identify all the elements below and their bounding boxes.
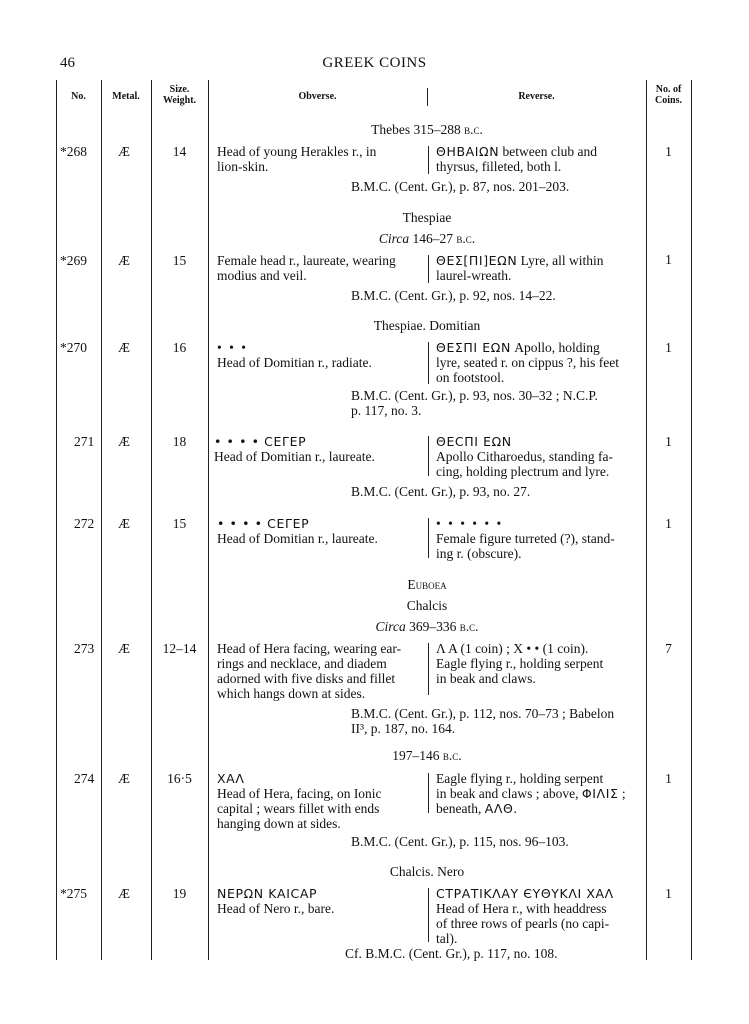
entry-metal: Æ <box>118 886 131 901</box>
column-rule <box>101 80 102 960</box>
entry-metal: Æ <box>118 771 131 786</box>
section-heading-chalcis: Chalcis <box>406 598 448 613</box>
col-header-obverse: Obverse. <box>298 91 337 102</box>
obverse-reverse-rule <box>428 643 429 695</box>
entry-metal: Æ <box>118 253 131 268</box>
reverse-line: laurel-wreath. <box>436 268 512 283</box>
col-header-size: Size. <box>169 84 190 95</box>
entry-number: 273 <box>74 641 95 656</box>
entry-reference: B.M.C. (Cent. Gr.), p. 87, nos. 201–203. <box>351 179 570 194</box>
col-header-metal: Metal. <box>112 91 140 102</box>
section-heading-euboea: Euboea <box>407 577 447 592</box>
reverse-line: Eagle flying r., holding serpent <box>436 656 604 671</box>
col-header-reverse: Reverse. <box>518 91 555 102</box>
reference-line: II³, p. 187, no. 164. <box>351 721 456 736</box>
reverse-line: of three rows of pearls (no capi- <box>436 916 610 931</box>
reverse-line: Apollo Citharoedus, standing fa- <box>436 449 613 464</box>
reverse-line: ing r. (obscure). <box>436 546 522 561</box>
obverse-line: Head of Hera facing, wearing ear- <box>217 641 402 656</box>
entry-metal: Æ <box>118 641 131 656</box>
reverse-line <box>436 786 646 801</box>
reverse-line: Female figure turreted (?), stand- <box>436 531 615 546</box>
reverse-line <box>436 340 646 355</box>
obverse-line: Female head r., laureate, wearing <box>217 253 396 268</box>
obverse-reverse-rule <box>428 255 429 283</box>
section-era: b.c. <box>442 748 462 763</box>
entry-number: *270 <box>60 340 87 355</box>
section-era: b.c. <box>456 231 476 246</box>
reverse-line <box>436 801 646 816</box>
reverse-line <box>436 144 646 159</box>
entry-reverse <box>436 434 646 479</box>
obverse-line: rings and necklace, and diadem <box>217 656 387 671</box>
obverse-line: Head of Domitian r., radiate. <box>217 355 372 370</box>
column-rule <box>691 80 692 960</box>
entry-number: *268 <box>60 144 87 159</box>
section-heading-thebes <box>208 122 646 137</box>
obverse-line: capital ; wears fillet with ends <box>217 801 380 816</box>
page-number: 46 <box>60 55 75 71</box>
entry-size: 19 <box>172 886 187 901</box>
section-date: 146–27 <box>409 231 457 246</box>
reverse-text: Lyre, all within <box>517 253 604 268</box>
entry-reverse <box>436 771 646 816</box>
entry-size: 14 <box>172 144 187 159</box>
entry-count: 7 <box>665 641 672 656</box>
reverse-line: thyrsus, filleted, both l. <box>436 159 562 174</box>
reverse-line <box>436 253 646 268</box>
entry-count: 1 <box>665 144 672 159</box>
entry-number: 274 <box>74 771 95 786</box>
obverse-reverse-rule <box>428 342 429 384</box>
entry-reverse <box>436 144 646 174</box>
reverse-legend: ΦΙΛΙΣ <box>581 786 619 801</box>
obverse-legend: ΧΑΛ <box>217 771 245 786</box>
entry-reverse <box>436 641 646 686</box>
entry-number: 272 <box>74 516 95 531</box>
entry-reverse <box>436 253 646 283</box>
section-date: 197–146 <box>392 748 443 763</box>
entry-reference: B.M.C. (Cent. Gr.), p. 115, nos. 96–103. <box>351 834 569 849</box>
obverse-line: which hangs down at sides. <box>217 686 366 701</box>
entry-obverse <box>217 886 422 916</box>
reference-line: p. 117, no. 3. <box>351 403 422 418</box>
reverse-line: Head of Hera r., with headdress <box>436 901 607 916</box>
entry-reference <box>351 706 614 736</box>
entry-metal: Æ <box>118 516 131 531</box>
reverse-legend: ΘΕΣΠΙ ΕΩΝ <box>436 340 511 355</box>
obverse-legend: • • • <box>217 340 248 355</box>
entry-size: 15 <box>172 516 187 531</box>
section-heading-thespiae-domitian: Thespiae. Domitian <box>373 318 481 333</box>
section-era: b.c. <box>464 122 483 137</box>
col-header-weight: Weight. <box>162 95 197 106</box>
entry-reverse <box>436 516 646 561</box>
obverse-line: Head of Domitian r., laureate. <box>214 449 375 464</box>
entry-count: 1 <box>665 771 672 786</box>
obverse-legend: • • • • CΕΓΕΡ <box>214 434 307 449</box>
obverse-line: Head of young Herakles r., in <box>217 144 377 159</box>
entry-size: 16 <box>172 340 187 355</box>
entry-obverse <box>217 253 422 283</box>
entry-obverse <box>217 771 422 831</box>
entry-number: 271 <box>74 434 95 449</box>
entry-obverse <box>217 516 422 546</box>
section-date-chalcis <box>208 619 646 634</box>
obverse-line: modius and veil. <box>217 268 307 283</box>
reverse-line: cing, holding plectrum and lyre. <box>436 464 610 479</box>
reference-line: B.M.C. (Cent. Gr.), p. 93, nos. 30–32 ; N.C.P. <box>351 388 598 403</box>
obverse-legend: ΝΕΡΩΝ ΚΑΙCΑΡ <box>217 886 318 901</box>
obverse-line: Head of Domitian r., laureate. <box>217 531 378 546</box>
entry-obverse <box>217 340 422 370</box>
obverse-legend: • • • • CΕΓΕΡ <box>217 516 310 531</box>
reverse-line: lyre, seated r. on cippus ?, his feet <box>436 355 619 370</box>
reference-line: B.M.C. (Cent. Gr.), p. 112, nos. 70–73 ; Babelon <box>351 706 615 721</box>
entry-count: 1 <box>665 340 672 355</box>
reverse-line: tal). <box>436 931 458 946</box>
reverse-line: Λ Α (1 coin) ; Χ • • (1 coin). <box>436 641 589 656</box>
reverse-line: Eagle flying r., holding serpent <box>436 771 604 786</box>
entry-size: 18 <box>172 434 187 449</box>
entry-metal: Æ <box>118 144 131 159</box>
section-heading-chalcis-nero: Chalcis. Nero <box>389 864 465 879</box>
section-era: b.c. <box>459 619 479 634</box>
entry-reference: B.M.C. (Cent. Gr.), p. 92, nos. 14–22. <box>351 288 556 303</box>
running-head: GREEK COINS <box>322 55 427 71</box>
entry-metal: Æ <box>118 340 131 355</box>
entry-reference: Cf. B.M.C. (Cent. Gr.), p. 117, no. 108. <box>345 946 558 961</box>
entry-size: 16·5 <box>167 771 192 786</box>
entry-size: 12–14 <box>162 641 197 656</box>
section-circa: Circa <box>378 231 410 246</box>
entry-count: 1 <box>665 886 672 901</box>
section-date: 369–336 <box>405 619 460 634</box>
section-heading-thespiae: Thespiae <box>402 210 452 225</box>
section-date-thespiae <box>208 231 646 246</box>
reverse-text: between club and <box>499 144 597 159</box>
entry-obverse <box>214 434 419 464</box>
reverse-text: ; <box>618 786 626 801</box>
reverse-text: Apollo, holding <box>510 340 600 355</box>
obverse-reverse-rule <box>428 518 429 558</box>
entry-reference: B.M.C. (Cent. Gr.), p. 93, no. 27. <box>351 484 531 499</box>
obverse-reverse-rule <box>428 146 429 174</box>
obverse-reverse-rule <box>428 888 429 942</box>
reverse-text: in beak and claws ; above, <box>436 786 582 801</box>
reverse-legend: CΤΡΑΤΙΚΛΑΥ ЄΥΘΥΚΛΙ ΧΑΛ <box>436 886 614 901</box>
entry-size: 15 <box>172 253 187 268</box>
col-header-count: No. of <box>655 84 682 95</box>
entry-obverse <box>217 641 422 701</box>
entry-metal: Æ <box>118 434 131 449</box>
reverse-legend: ΘΕΣ[ΠΙ]ΕΩΝ <box>436 253 518 268</box>
entry-count: 1 <box>665 434 672 449</box>
obverse-line: lion-skin. <box>217 159 269 174</box>
reverse-line: on footstool. <box>436 370 505 385</box>
reverse-text: beneath, <box>436 801 485 816</box>
reverse-legend: • • • • • • <box>436 516 504 531</box>
obverse-line: Head of Hera, facing, on Ionic <box>217 786 382 801</box>
entry-reference <box>351 388 598 418</box>
obverse-reverse-rule <box>428 436 429 476</box>
reverse-legend: ΑΛΘ <box>484 801 514 816</box>
col-header-coins: Coins. <box>655 95 682 106</box>
obverse-line: adorned with five disks and fillet <box>217 671 396 686</box>
reverse-legend: ΘΕCΠΙ ΕΩΝ <box>436 434 512 449</box>
reverse-legend: ΘΗΒΑΙΩΝ <box>436 144 500 159</box>
section-text: Thebes 315–288 <box>371 122 465 137</box>
obverse-line: Head of Nero r., bare. <box>217 901 335 916</box>
entry-reverse <box>436 886 646 946</box>
entry-obverse <box>217 144 422 174</box>
reverse-line: in beak and claws. <box>436 671 536 686</box>
entry-reverse <box>436 340 646 385</box>
obverse-reverse-rule <box>428 773 429 813</box>
entry-number: *275 <box>60 886 87 901</box>
entry-count: 1 <box>665 252 672 267</box>
obverse-line: hanging down at sides. <box>217 816 341 831</box>
section-date-chalcis-2 <box>208 748 646 763</box>
entry-count: 1 <box>665 516 672 531</box>
section-circa: Circa <box>375 619 406 634</box>
reverse-text: . <box>513 801 517 816</box>
column-rule <box>56 80 57 960</box>
col-header-no: No. <box>71 91 86 102</box>
entry-number: *269 <box>60 253 87 268</box>
